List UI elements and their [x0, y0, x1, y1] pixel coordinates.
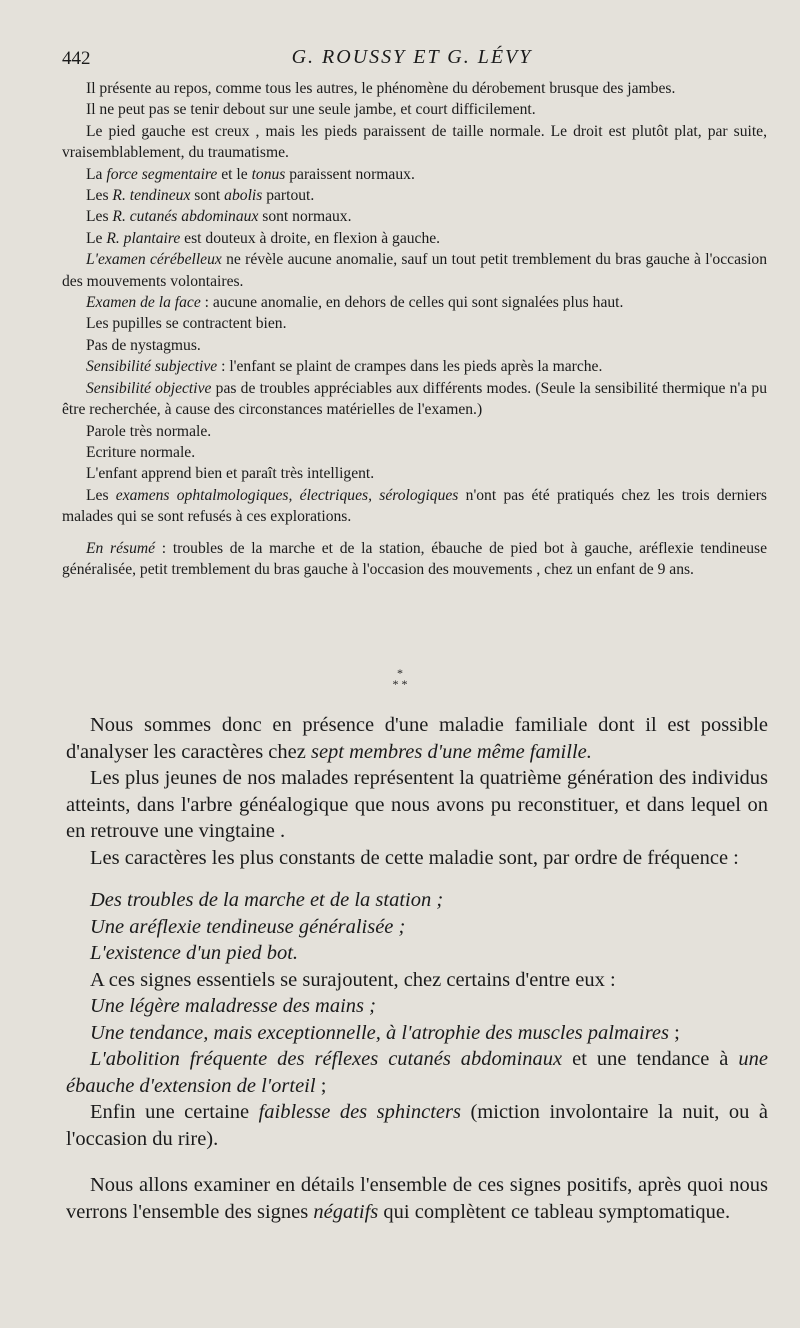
running-head: G. ROUSSY ET G. LÉVY [291, 46, 533, 68]
paragraph: Les R. cutanés abdominaux sont normaux. [86, 208, 352, 226]
paragraph: Les plus jeunes de nos malades représentent la quatrième génération des individus atteints, dans l'arbre généalogique que nous avons pu reconstituer, et dans lequel on en retrouve une vingtaine . [66, 767, 768, 842]
list-item: L'existence d'un pied bot. [90, 942, 299, 964]
paragraph: Sensibilité subjective : l'enfant se plaint de crampes dans les pieds après la marche. [86, 358, 603, 376]
paragraph: Parole très normale. [86, 422, 212, 440]
paragraph: Les caractères les plus constants de cette maladie sont, par ordre de fréquence : [90, 846, 739, 869]
list-item: Des troubles de la marche et de la station ; [90, 889, 444, 911]
paragraph: Les examens ophtalmologiques, électriques, sérologiques n'ont pas été pratiqués chez les trois derniers malades qui se sont refusés à ces explorations. [62, 486, 768, 526]
paragraph: La force segmentaire et le tonus paraissent normaux. [86, 165, 415, 183]
paragraph: Les R. tendineux sont abolis partout. [86, 187, 315, 205]
paragraph: Pas de nystagmus. [86, 336, 201, 354]
list-item: Enfin une certaine faiblesse des sphincters (miction involontaire la nuit, ou à l'occasion du rire). [66, 1101, 768, 1150]
paragraph: Il présente au repos, comme tous les autres, le phénomène du dérobement brusque des jambes. [86, 80, 676, 97]
list-item: Une aréflexie tendineuse généralisée ; [90, 915, 406, 938]
list-item: Une légère maladresse des mains ; [90, 995, 376, 1017]
page-header [62, 44, 762, 74]
paragraph: Il ne peut pas se tenir debout sur une seule jambe, et court difficilement. [86, 101, 536, 119]
paragraph: Nous allons examiner en détails l'ensemble de ces signes positifs, après quoi nous verrons l'ensemble des signes négatifs qui complètent ce tableau symptomatique. [66, 1174, 768, 1223]
paragraph: Les pupilles se contractent bien. [86, 315, 287, 333]
section-separator: * * * [392, 666, 408, 691]
paragraph: Sensibilité objective pas de troubles appréciables aux différents modes. (Seule la sensibilité thermique n'a pu être recherchée, à cause des circonstances matérielles de l'examen.) [62, 379, 768, 419]
list-item: L'abolition fréquente des réflexes cutanés abdominaux et une tendance à une ébauche d'extension de l'orteil ; [66, 1048, 768, 1097]
page-number: 442 [62, 48, 91, 69]
symptom-list [66, 887, 768, 1152]
list-item: A ces signes essentiels se surajoutent, chez certains d'entre eux : [90, 968, 616, 991]
paragraph: Nous sommes donc en présence d'une maladie familiale dont il est possible d'analyser les caractères chez sept membres d'une même famille. [66, 714, 768, 763]
paragraph: Le R. plantaire est douteux à droite, en flexion à gauche. [86, 229, 441, 247]
paragraph: Le pied gauche est creux , mais les pieds paraissent de taille normale. Le droit est plutôt plat, par suite, vraisemblablement, du traumatisme. [62, 122, 767, 162]
paragraph: L'enfant apprend bien et paraît très intelligent. [86, 465, 375, 483]
discussion-text [66, 712, 768, 1225]
paragraph: Ecriture normale. [86, 443, 196, 461]
list-item: Une tendance, mais exceptionnelle, à l'atrophie des muscles palmaires ; [90, 1021, 680, 1044]
summary-paragraph: En résumé : troubles de la marche et de la station, ébauche de pied bot à gauche, aréflexie tendineuse généralisée, petit tremblement du bras gauche à l'occasion des mouvements , chez un enfant de 9 ans. [62, 539, 767, 578]
paragraph: Examen de la face : aucune anomalie, en dehors de celles qui sont signalées plus haut. [86, 294, 624, 312]
case-report-text [62, 78, 767, 580]
paragraph: L'examen cérébelleux ne révèle aucune anomalie, sauf un tout petit tremblement du bras gauche à l'occasion des mouvements volontaires. [62, 251, 767, 290]
